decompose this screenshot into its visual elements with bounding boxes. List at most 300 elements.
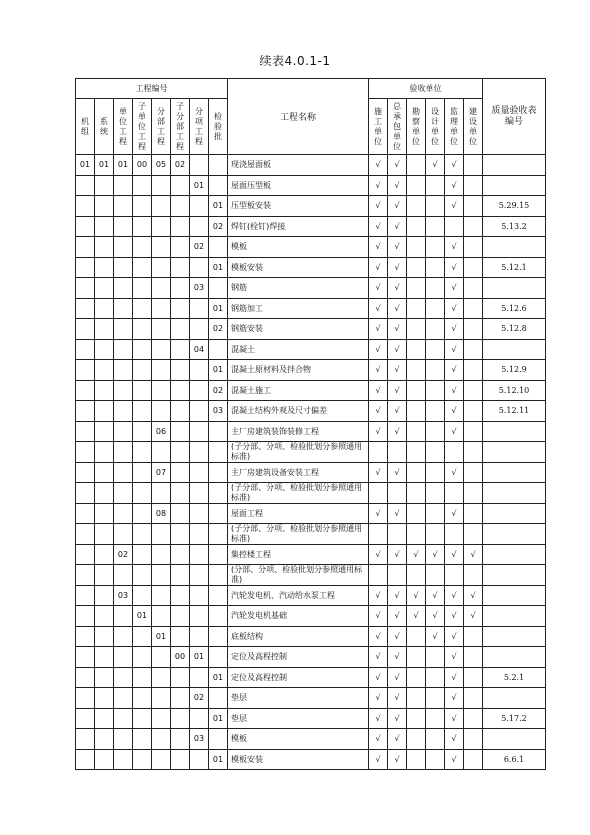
table-row <box>76 421 546 442</box>
code-cell: 02 <box>190 237 209 258</box>
code-cell <box>152 708 171 729</box>
check-mark: √ <box>369 278 388 299</box>
empty-check-cell <box>426 421 445 442</box>
code-cell <box>95 708 114 729</box>
code-cell <box>152 442 171 463</box>
table-row <box>76 483 546 504</box>
code-cell <box>171 565 190 586</box>
check-mark: √ <box>369 257 388 278</box>
table-row <box>76 175 546 196</box>
empty-check-cell <box>407 503 426 524</box>
code-cell <box>133 380 152 401</box>
empty-check-cell <box>464 503 483 524</box>
code-cell <box>209 606 228 627</box>
code-cell <box>171 237 190 258</box>
quality-form-no-cell <box>483 175 546 196</box>
header-code-col: 机 组 <box>76 99 95 155</box>
code-cell <box>171 606 190 627</box>
code-cell <box>209 544 228 565</box>
empty-check-cell <box>407 360 426 381</box>
code-cell <box>190 585 209 606</box>
empty-check-cell <box>464 175 483 196</box>
check-mark: √ <box>369 421 388 442</box>
table-row <box>76 216 546 237</box>
code-cell <box>152 749 171 770</box>
code-cell <box>152 544 171 565</box>
code-cell <box>209 278 228 299</box>
empty-check-cell <box>464 319 483 340</box>
empty-check-cell <box>407 462 426 483</box>
check-mark: √ <box>369 626 388 647</box>
code-cell <box>76 237 95 258</box>
check-mark: √ <box>388 257 407 278</box>
code-cell <box>95 749 114 770</box>
code-cell <box>95 585 114 606</box>
code-cell <box>114 380 133 401</box>
quality-form-no-cell: 6.6.1 <box>483 749 546 770</box>
code-cell: 01 <box>76 155 95 176</box>
code-cell <box>76 175 95 196</box>
quality-form-no-cell <box>483 278 546 299</box>
code-cell <box>190 708 209 729</box>
code-cell <box>76 442 95 463</box>
code-cell <box>152 647 171 668</box>
code-cell <box>114 483 133 504</box>
table-row <box>76 257 546 278</box>
empty-check-cell <box>464 401 483 422</box>
check-mark: √ <box>445 360 464 381</box>
code-cell: 02 <box>171 155 190 176</box>
table-row <box>76 503 546 524</box>
check-mark: √ <box>388 155 407 176</box>
check-mark: √ <box>369 462 388 483</box>
code-cell <box>171 667 190 688</box>
project-name-cell: (子分部、分项、检验批划分参照通用标准) <box>228 483 369 504</box>
check-mark: √ <box>445 462 464 483</box>
check-mark: √ <box>445 319 464 340</box>
table-row <box>76 565 546 586</box>
quality-form-no-cell <box>483 626 546 647</box>
code-cell <box>171 749 190 770</box>
code-cell <box>209 155 228 176</box>
code-cell <box>95 688 114 709</box>
check-mark: √ <box>445 237 464 258</box>
quality-form-no-cell <box>483 339 546 360</box>
code-cell <box>209 339 228 360</box>
header-project-name: 工程名称 <box>228 79 369 155</box>
quality-form-no-cell <box>483 606 546 627</box>
code-cell <box>190 462 209 483</box>
code-cell <box>190 257 209 278</box>
check-mark: √ <box>445 278 464 299</box>
check-mark: √ <box>445 585 464 606</box>
empty-check-cell <box>407 298 426 319</box>
code-cell <box>114 647 133 668</box>
table-row <box>76 196 546 217</box>
header-acceptance-units: 验收单位 <box>369 79 483 99</box>
code-cell <box>76 216 95 237</box>
code-cell <box>114 401 133 422</box>
check-mark: √ <box>369 298 388 319</box>
code-cell <box>76 360 95 381</box>
table-row <box>76 606 546 627</box>
code-cell <box>171 708 190 729</box>
empty-check-cell <box>426 216 445 237</box>
code-cell <box>95 462 114 483</box>
quality-form-no-cell: 5.12.10 <box>483 380 546 401</box>
check-mark: √ <box>369 585 388 606</box>
empty-check-cell <box>407 565 426 586</box>
code-cell <box>76 585 95 606</box>
empty-check-cell <box>407 442 426 463</box>
code-cell <box>133 421 152 442</box>
empty-check-cell <box>464 237 483 258</box>
table-row <box>76 729 546 750</box>
code-cell <box>76 729 95 750</box>
check-mark: √ <box>369 606 388 627</box>
code-cell: 00 <box>133 155 152 176</box>
code-cell <box>133 708 152 729</box>
check-mark: √ <box>445 257 464 278</box>
empty-check-cell <box>407 237 426 258</box>
table-row <box>76 462 546 483</box>
code-cell: 02 <box>209 216 228 237</box>
project-name-cell: 屋面工程 <box>228 503 369 524</box>
code-cell <box>95 667 114 688</box>
code-cell <box>76 421 95 442</box>
quality-form-no-cell <box>483 155 546 176</box>
code-cell <box>209 524 228 545</box>
code-cell <box>209 565 228 586</box>
code-cell: 01 <box>190 175 209 196</box>
code-cell <box>95 216 114 237</box>
code-cell <box>76 708 95 729</box>
code-cell: 01 <box>114 155 133 176</box>
code-cell: 03 <box>190 729 209 750</box>
empty-check-cell <box>426 749 445 770</box>
empty-check-cell <box>426 647 445 668</box>
code-cell <box>190 319 209 340</box>
project-name-cell: 现浇屋面板 <box>228 155 369 176</box>
check-mark: √ <box>445 421 464 442</box>
check-mark: √ <box>369 319 388 340</box>
code-cell <box>133 524 152 545</box>
code-cell <box>209 729 228 750</box>
code-cell <box>171 175 190 196</box>
empty-check-cell <box>464 442 483 463</box>
code-cell <box>152 524 171 545</box>
check-mark: √ <box>388 667 407 688</box>
empty-check-cell <box>426 524 445 545</box>
code-cell <box>114 729 133 750</box>
empty-check-cell <box>388 524 407 545</box>
code-cell <box>190 667 209 688</box>
empty-check-cell <box>464 360 483 381</box>
code-cell <box>209 421 228 442</box>
check-mark: √ <box>388 606 407 627</box>
code-cell <box>76 319 95 340</box>
table-row <box>76 708 546 729</box>
code-cell <box>190 442 209 463</box>
project-name-cell: 主厂房建筑装饰装修工程 <box>228 421 369 442</box>
check-mark: √ <box>369 544 388 565</box>
code-cell <box>171 380 190 401</box>
code-cell <box>171 503 190 524</box>
check-mark: √ <box>445 155 464 176</box>
header-code-col: 分 项 工 程 <box>190 99 209 155</box>
code-cell: 01 <box>95 155 114 176</box>
code-cell <box>114 298 133 319</box>
code-cell: 02 <box>209 380 228 401</box>
code-cell <box>190 483 209 504</box>
check-mark: √ <box>388 360 407 381</box>
quality-form-no-cell <box>483 544 546 565</box>
empty-check-cell <box>407 196 426 217</box>
empty-check-cell <box>426 688 445 709</box>
empty-check-cell <box>407 401 426 422</box>
code-cell <box>133 585 152 606</box>
header-accept-col: 勘 察 单 位 <box>407 99 426 155</box>
header-code-col: 检 验 批 <box>209 99 228 155</box>
quality-form-no-cell: 5.12.6 <box>483 298 546 319</box>
code-cell <box>152 380 171 401</box>
empty-check-cell <box>464 688 483 709</box>
code-cell <box>114 442 133 463</box>
header-code-col: 分 部 工 程 <box>152 99 171 155</box>
code-cell <box>209 237 228 258</box>
code-cell <box>152 360 171 381</box>
check-mark: √ <box>369 647 388 668</box>
table-row <box>76 442 546 463</box>
header-accept-col: 设 计 单 位 <box>426 99 445 155</box>
code-cell <box>76 196 95 217</box>
empty-check-cell <box>464 749 483 770</box>
code-cell <box>209 483 228 504</box>
code-cell <box>190 626 209 647</box>
acceptance-table <box>75 78 546 770</box>
check-mark: √ <box>388 175 407 196</box>
code-cell <box>190 298 209 319</box>
code-cell <box>114 462 133 483</box>
check-mark: √ <box>445 647 464 668</box>
code-cell <box>209 626 228 647</box>
code-cell: 01 <box>190 647 209 668</box>
code-cell <box>76 339 95 360</box>
empty-check-cell <box>464 196 483 217</box>
quality-form-no-cell: 5.17.2 <box>483 708 546 729</box>
code-cell <box>114 524 133 545</box>
code-cell <box>114 626 133 647</box>
empty-check-cell <box>426 708 445 729</box>
code-cell <box>152 257 171 278</box>
code-cell <box>133 462 152 483</box>
code-cell <box>76 483 95 504</box>
check-mark: √ <box>445 729 464 750</box>
check-mark: √ <box>426 585 445 606</box>
table-row <box>76 667 546 688</box>
code-cell <box>133 298 152 319</box>
code-cell <box>95 544 114 565</box>
code-cell <box>209 585 228 606</box>
code-cell <box>171 257 190 278</box>
project-name-cell: (子分部、分项、检验批划分参照通用标准) <box>228 442 369 463</box>
code-cell <box>133 729 152 750</box>
check-mark: √ <box>445 503 464 524</box>
code-cell <box>171 585 190 606</box>
project-name-cell: 模板 <box>228 237 369 258</box>
check-mark: √ <box>445 196 464 217</box>
code-cell <box>171 688 190 709</box>
check-mark: √ <box>388 196 407 217</box>
code-cell <box>114 237 133 258</box>
code-cell <box>95 380 114 401</box>
header-code-col: 单 位 工 程 <box>114 99 133 155</box>
header-code-col: 子 分 部 工 程 <box>171 99 190 155</box>
code-cell <box>171 442 190 463</box>
code-cell: 01 <box>209 298 228 319</box>
code-cell <box>95 175 114 196</box>
check-mark: √ <box>388 278 407 299</box>
table-row <box>76 544 546 565</box>
quality-form-no-cell: 5.2.1 <box>483 667 546 688</box>
code-cell <box>133 483 152 504</box>
code-cell: 02 <box>114 544 133 565</box>
table-row <box>76 626 546 647</box>
code-cell <box>152 237 171 258</box>
code-cell: 01 <box>209 708 228 729</box>
code-cell <box>95 339 114 360</box>
empty-check-cell <box>464 462 483 483</box>
empty-check-cell <box>445 565 464 586</box>
project-name-cell: 定位及高程控制 <box>228 667 369 688</box>
header-quality-form-no: 质量验收表编号 <box>483 79 546 155</box>
code-cell: 05 <box>152 155 171 176</box>
code-cell <box>133 360 152 381</box>
code-cell <box>152 319 171 340</box>
code-cell <box>95 298 114 319</box>
code-cell <box>190 196 209 217</box>
table-row <box>76 401 546 422</box>
project-name-cell: 集控楼工程 <box>228 544 369 565</box>
project-name-cell: 焊钉(栓钉)焊接 <box>228 216 369 237</box>
code-cell <box>133 278 152 299</box>
code-cell <box>114 606 133 627</box>
code-cell <box>114 216 133 237</box>
quality-form-no-cell: 5.12.8 <box>483 319 546 340</box>
empty-check-cell <box>388 483 407 504</box>
code-cell <box>133 257 152 278</box>
check-mark: √ <box>445 544 464 565</box>
check-mark: √ <box>388 688 407 709</box>
code-cell <box>114 503 133 524</box>
check-mark: √ <box>369 175 388 196</box>
check-mark: √ <box>426 606 445 627</box>
code-cell <box>76 524 95 545</box>
empty-check-cell <box>464 626 483 647</box>
check-mark: √ <box>464 585 483 606</box>
check-mark: √ <box>426 544 445 565</box>
code-cell <box>152 401 171 422</box>
quality-form-no-cell <box>483 237 546 258</box>
check-mark: √ <box>388 462 407 483</box>
table-row <box>76 339 546 360</box>
code-cell <box>209 175 228 196</box>
quality-form-no-cell: 5.13.2 <box>483 216 546 237</box>
code-cell <box>114 339 133 360</box>
empty-check-cell <box>407 319 426 340</box>
code-cell <box>133 216 152 237</box>
quality-form-no-cell <box>483 585 546 606</box>
quality-form-no-cell <box>483 421 546 442</box>
empty-check-cell <box>464 257 483 278</box>
check-mark: √ <box>369 155 388 176</box>
code-cell <box>76 278 95 299</box>
empty-check-cell <box>464 155 483 176</box>
empty-check-cell <box>426 278 445 299</box>
code-cell <box>190 544 209 565</box>
quality-form-no-cell <box>483 462 546 483</box>
check-mark: √ <box>388 749 407 770</box>
code-cell <box>133 175 152 196</box>
check-mark: √ <box>445 667 464 688</box>
code-cell <box>171 462 190 483</box>
empty-check-cell <box>426 462 445 483</box>
code-cell <box>76 688 95 709</box>
empty-check-cell <box>464 339 483 360</box>
project-name-cell: 垫层 <box>228 688 369 709</box>
check-mark: √ <box>388 729 407 750</box>
code-cell <box>76 503 95 524</box>
code-cell <box>133 442 152 463</box>
code-cell <box>190 749 209 770</box>
check-mark: √ <box>445 749 464 770</box>
code-cell <box>152 196 171 217</box>
code-cell <box>171 339 190 360</box>
check-mark: √ <box>426 155 445 176</box>
project-name-cell: 垫层 <box>228 708 369 729</box>
quality-form-no-cell <box>483 565 546 586</box>
table-row <box>76 647 546 668</box>
code-cell <box>76 626 95 647</box>
empty-check-cell <box>426 360 445 381</box>
code-cell <box>95 606 114 627</box>
empty-check-cell <box>407 688 426 709</box>
code-cell <box>171 216 190 237</box>
empty-check-cell <box>407 380 426 401</box>
code-cell: 01 <box>133 606 152 627</box>
code-cell <box>152 565 171 586</box>
table-row <box>76 380 546 401</box>
table-row <box>76 298 546 319</box>
empty-check-cell <box>407 257 426 278</box>
code-cell <box>76 667 95 688</box>
code-cell <box>133 319 152 340</box>
quality-form-no-cell <box>483 524 546 545</box>
project-name-cell: 压型板安装 <box>228 196 369 217</box>
check-mark: √ <box>388 421 407 442</box>
project-name-cell: 定位及高程控制 <box>228 647 369 668</box>
code-cell <box>95 401 114 422</box>
quality-form-no-cell <box>483 647 546 668</box>
code-cell <box>171 401 190 422</box>
check-mark: √ <box>388 503 407 524</box>
code-cell <box>209 647 228 668</box>
empty-check-cell <box>369 442 388 463</box>
code-cell <box>171 421 190 442</box>
code-cell <box>152 729 171 750</box>
code-cell: 01 <box>209 749 228 770</box>
project-name-cell: 钢筋 <box>228 278 369 299</box>
